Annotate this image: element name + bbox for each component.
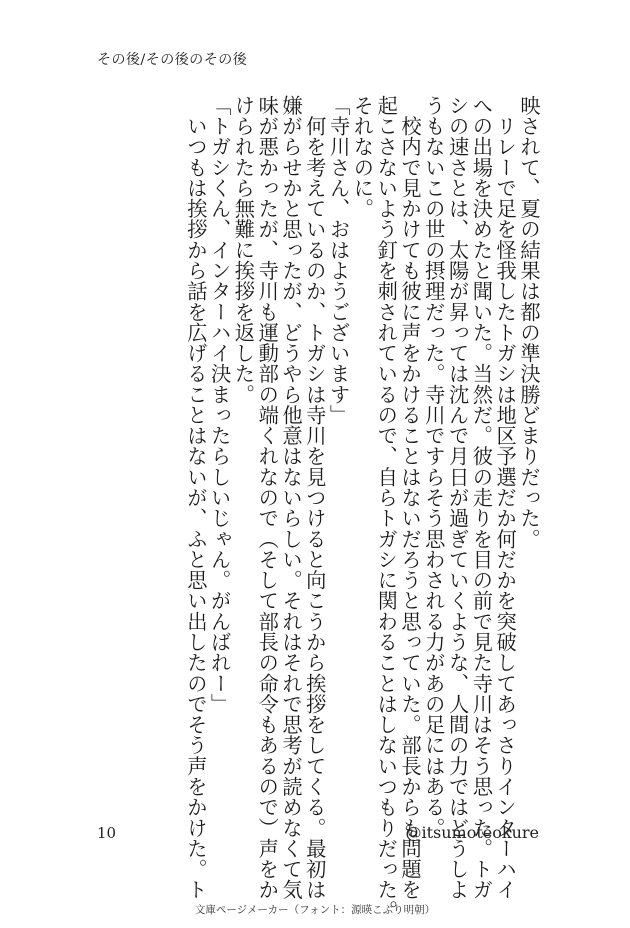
text-line: 映されて、夏の結果は都の準決勝どまりだった。 xyxy=(517,95,541,550)
text-line: 嫌がらせかと思ったが、どうやら他意はないらしい。それはそれで思考が読めなくて気 xyxy=(279,95,304,900)
text-line: リレーで足を怪我したトガシは地区予選だか何だかを突破してあっさりインターハイ xyxy=(493,95,518,900)
page-number: 10 xyxy=(97,824,117,842)
text-line: 校内で見かけても彼に声をかけることはないだろうと思っていた。部長からも問題を xyxy=(398,95,423,900)
text-line: それなのに。 xyxy=(350,95,375,219)
text-line: 「寺川さん、おはようございます」 xyxy=(326,95,351,426)
text-line: 味が悪かったが、寺川も運動部の端くれなので（そして部長の命令もあるので）声をか xyxy=(255,95,280,900)
text-line: うもないこの世の摂理だった。寺川ですらそう思わされる力があの足にはある。 xyxy=(421,95,446,839)
text-line: 何を考えているのか、トガシは寺川を見つけると向こうから挨拶をしてくる。最初は xyxy=(302,95,327,900)
author-handle: @itsumoteokure xyxy=(405,823,539,842)
text-line: けられたら無難に挨拶を返した。 xyxy=(231,95,256,405)
text-line: いつもは挨拶から話を広げることはないが、ふと思い出したのでそう声をかけた。ト xyxy=(183,95,208,900)
generator-credit: 文庫ページメーカー（フォント：源暎こぶり明朝） xyxy=(194,904,436,916)
text-line: への出場を決めたと聞いた。当然だ。彼の走りを目の前で見た寺川はそう思った。トガ xyxy=(469,95,494,900)
text-line: シの速さとは、太陽が昇っては沈んで月日が過ぎていくような、人間の力ではどうしよ xyxy=(445,95,470,900)
text-line: 起こさないよう釘を刺されているので、自らトガシに関わることはしないつもりだった。 xyxy=(374,95,399,921)
text-line: 「トガシくん、インターハイ決まったらしいじゃん。がんばれー」 xyxy=(207,95,232,715)
running-header: その後/その後のその後 xyxy=(97,52,248,68)
